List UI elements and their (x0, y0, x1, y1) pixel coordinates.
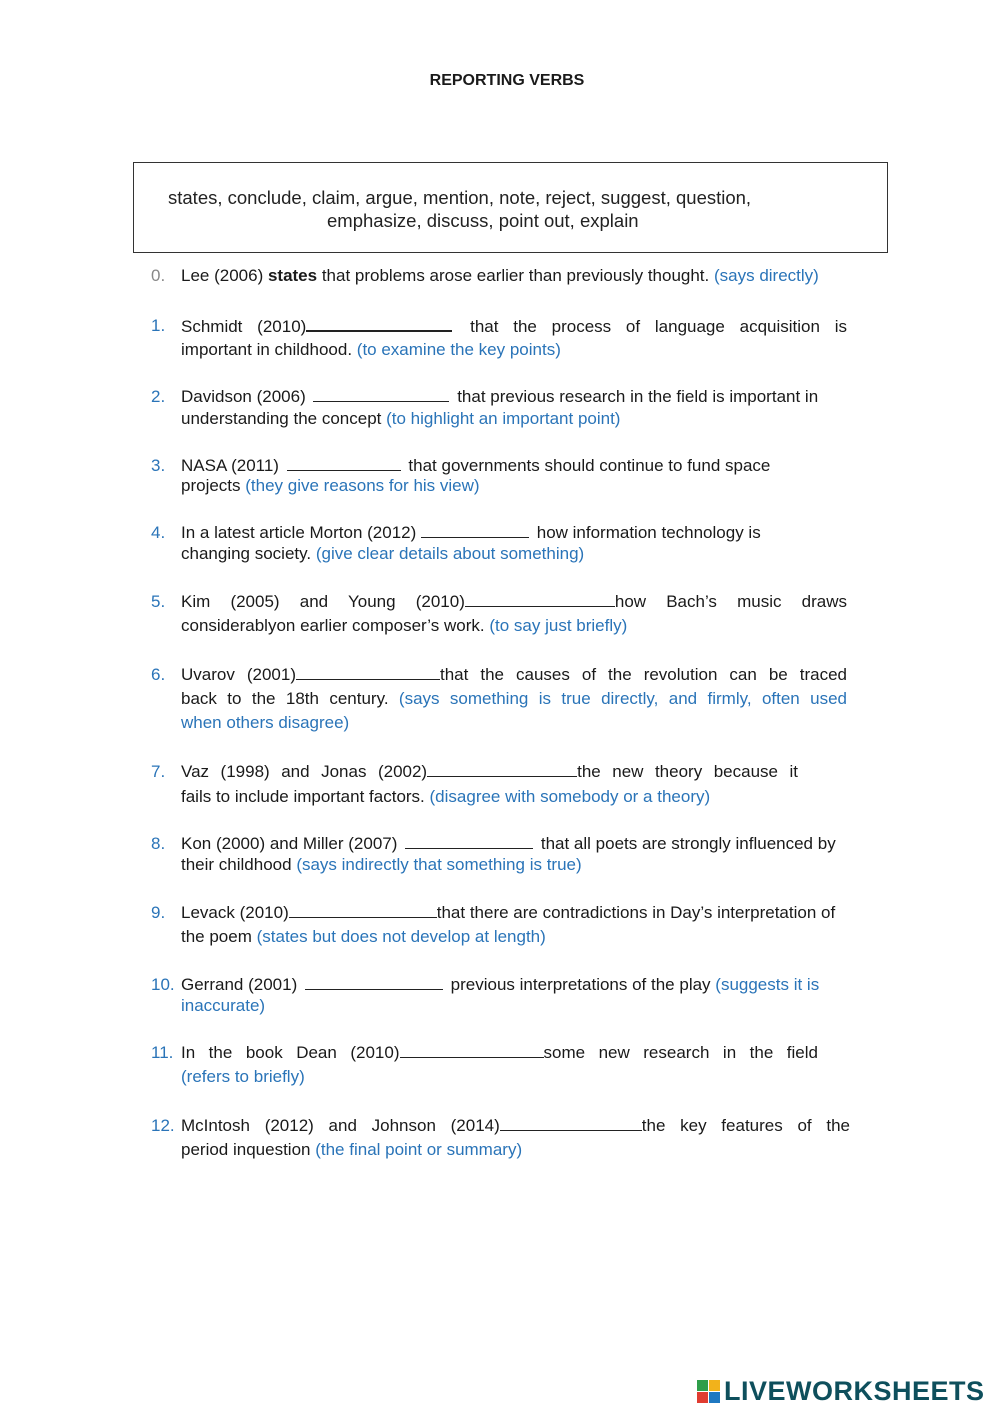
item-line-1: Kon (2000) and Miller (2007) that all poets are strongly influenced by (181, 834, 836, 853)
item-line-3 (181, 711, 349, 734)
hint: (suggests it is (715, 975, 820, 994)
hint-continued: inaccurate) (181, 996, 266, 1015)
item-line-2: back to the 18th century. (says something is true directly, and firmly, often used (181, 689, 847, 708)
item-line-1: In the book Dean (2010) some new research in the field (181, 1043, 818, 1062)
hint: (to say just briefly) (489, 616, 628, 635)
item-line-2: fails to include important factors. (disagree with somebody or a theory) (181, 787, 711, 806)
item-number: 12. (151, 1116, 175, 1135)
hint: (give clear details about something) (315, 544, 585, 563)
item-line-2 (181, 994, 265, 1017)
liveworksheets-logo (697, 1378, 997, 1408)
item-line-2 (181, 1065, 305, 1088)
answer-blank[interactable] (305, 973, 443, 990)
example-answer: states (267, 266, 318, 285)
hint: (to examine the key points) (356, 340, 561, 359)
liveworksheets-logo-icon (697, 1380, 721, 1404)
item-line-1: Kim (2005) and Young (2010) how Bach’s music draws (181, 592, 847, 611)
item-line-2: considerablyon earlier composer’s work. (to say just briefly) (181, 616, 628, 635)
hint: (states but does not develop at length) (256, 927, 546, 946)
item-line-2: changing society. (give clear details about something) (181, 544, 585, 563)
item-number: 2. (151, 387, 166, 406)
hint: (says directly) (713, 266, 819, 285)
answer-blank[interactable] (313, 385, 449, 402)
item-line-1: Gerrand (2001) previous interpretations of the play (suggests it is (181, 975, 820, 994)
item-line-1: NASA (2011) that governments should continue to fund space (181, 456, 771, 475)
item-line-1: Davidson (2006) that previous research in the field is important in (181, 387, 819, 406)
answer-blank[interactable] (296, 663, 440, 680)
hint: (the final point or summary) (315, 1140, 523, 1159)
hint: (refers to briefly) (181, 1067, 305, 1086)
hint: (says indirectly that something is true) (296, 855, 582, 874)
hint: (to highlight an important point) (386, 409, 621, 428)
item-line-2: their childhood (says indirectly that something is true) (181, 855, 582, 874)
item-line-2: important in childhood. (to examine the key points) (181, 340, 561, 359)
item-line-1: McIntosh (2012) and Johnson (2014) the key features of the (181, 1116, 850, 1135)
answer-blank[interactable] (289, 901, 437, 918)
answer-blank[interactable] (405, 832, 533, 849)
item-number: 4. (151, 523, 166, 542)
item-line-1: Vaz (1998) and Jonas (2002) the new theory because it (181, 762, 799, 781)
hint: (they give reasons for his view) (245, 476, 480, 495)
item-number: 8. (151, 834, 166, 853)
item-line-1: Schmidt (2010) that the process of language acquisition is (181, 314, 847, 338)
logo-text: LIVEWORKSHEETS (724, 1376, 985, 1406)
item-number: 3. (151, 456, 166, 475)
item-number: 0. (151, 266, 166, 285)
item-line-1: Uvarov (2001) that the causes of the revolution can be traced (181, 665, 847, 684)
item-number: 11. (151, 1043, 174, 1062)
answer-blank[interactable] (400, 1041, 544, 1058)
hint: (disagree with somebody or a theory) (429, 787, 711, 806)
word-bank-box (133, 162, 888, 253)
hint-continued: when others disagree) (181, 713, 350, 732)
word-bank-line-1: states, conclude, claim, argue, mention, note, reject, suggest, question, (168, 187, 752, 208)
item-number: 9. (151, 903, 166, 922)
answer-blank[interactable] (287, 454, 401, 471)
item-number: 10. (151, 975, 175, 994)
answer-blank[interactable] (421, 521, 529, 538)
page-title: REPORTING VERBS (429, 72, 585, 89)
answer-blank[interactable] (500, 1114, 642, 1131)
item-line-1: Lee (2006) states that problems arose earlier than previously thought. (says directly) (181, 266, 819, 285)
item-number: 7. (151, 762, 166, 781)
item-number: 6. (151, 665, 166, 684)
word-bank-line-2: emphasize, discuss, point out, explain (327, 210, 639, 231)
item-line-2: understanding the concept (to highlight an important point) (181, 409, 621, 428)
item-number: 1. (151, 316, 166, 335)
answer-blank[interactable] (465, 590, 615, 607)
item-line-1: In a latest article Morton (2012) how information technology is (181, 523, 761, 542)
item-line-2: period inquestion (the final point or summary) (181, 1140, 523, 1159)
hint: (says something is true directly, and firmly, often used (398, 689, 847, 708)
answer-blank[interactable] (306, 314, 452, 332)
item-line-2: the poem (states but does not develop at length) (181, 927, 546, 946)
item-number: 5. (151, 592, 166, 611)
answer-blank[interactable] (427, 760, 577, 777)
item-line-2: projects (they give reasons for his view) (181, 476, 480, 495)
item-line-1: Levack (2010) that there are contradictions in Day’s interpretation of (181, 903, 836, 922)
